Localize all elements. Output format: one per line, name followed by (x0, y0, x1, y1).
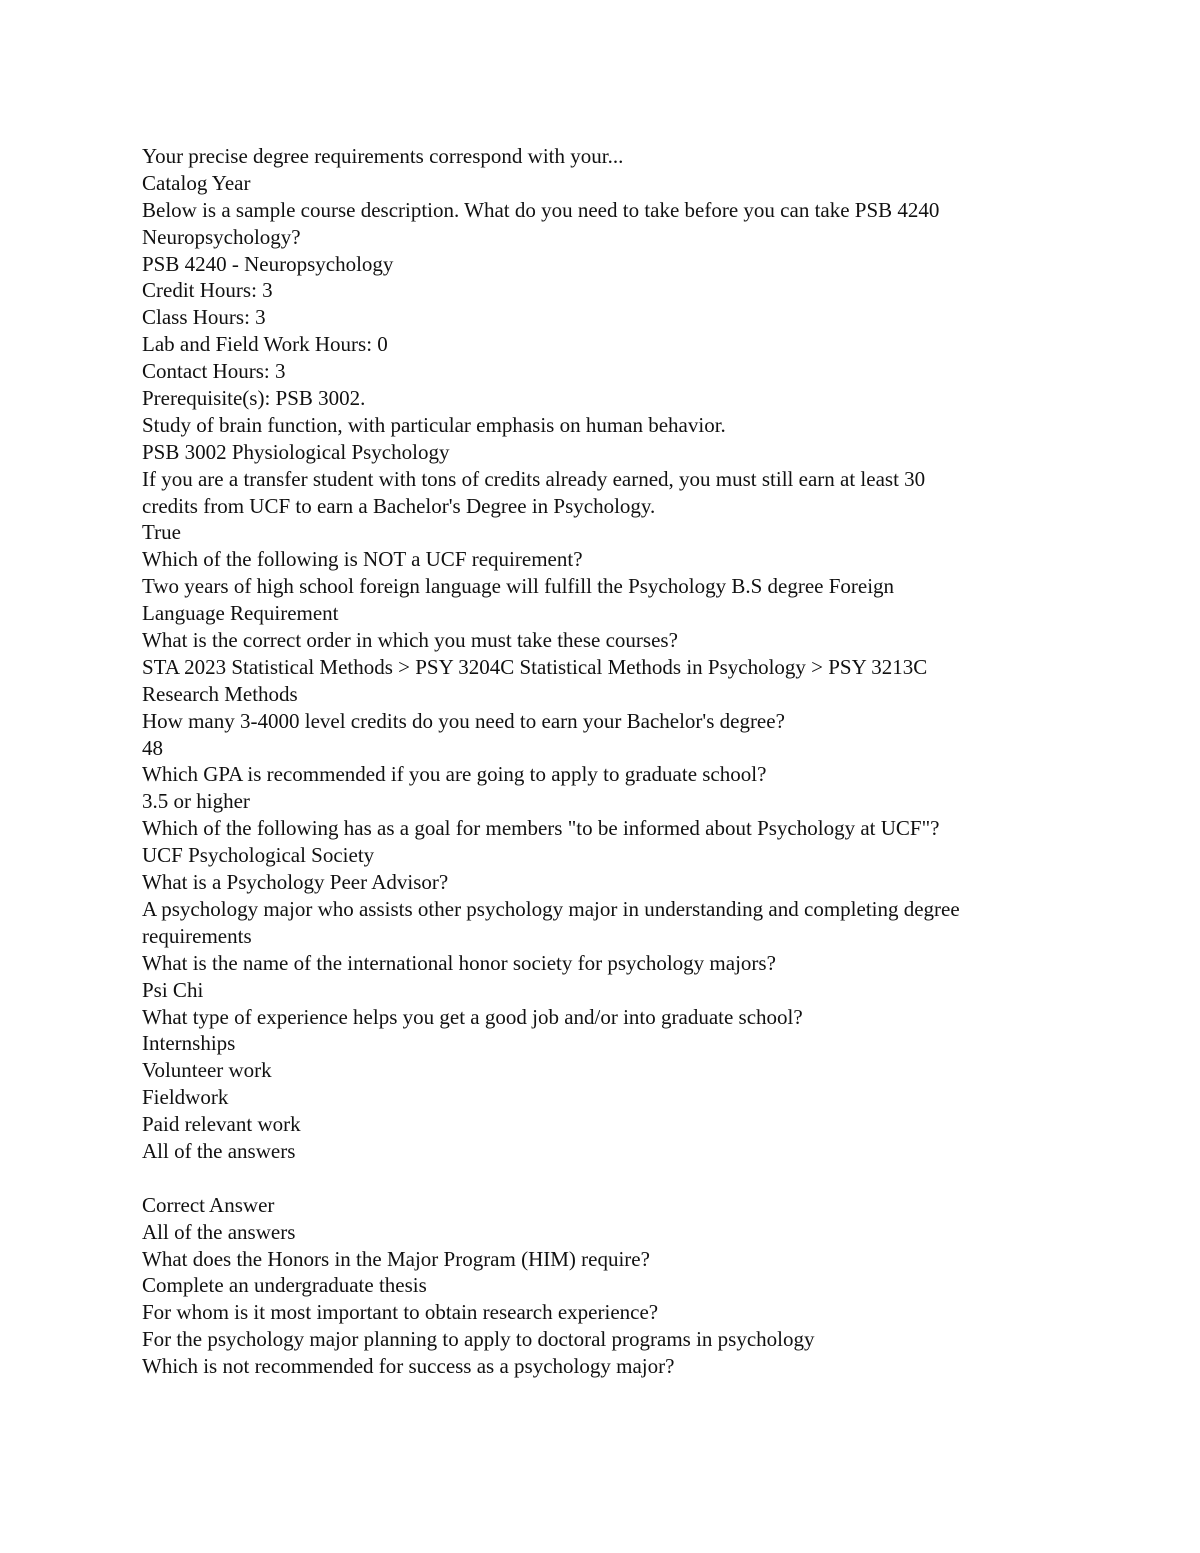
text-line: Study of brain function, with particular emphasis on human behavior. (142, 412, 726, 437)
document-body (142, 143, 1072, 1380)
text-line: credits from UCF to earn a Bachelor's Degree in Psychology. (142, 493, 656, 518)
text-line: All of the answers (142, 1138, 296, 1163)
text-line: For whom is it most important to obtain research experience? (142, 1300, 659, 1325)
text-line: What type of experience helps you get a good job and/or into graduate school? (142, 1004, 803, 1029)
text-line: Lab and Field Work Hours: 0 (142, 332, 388, 357)
text-line: PSB 3002 Physiological Psychology (142, 439, 450, 464)
text-line: Psi Chi (142, 977, 204, 1002)
text-line: Internships (142, 1031, 236, 1056)
text-line: Correct Answer (142, 1192, 275, 1217)
text-line: Prerequisite(s): PSB 3002. (142, 386, 366, 411)
text-line: For the psychology major planning to apply to doctoral programs in psychology (142, 1327, 815, 1352)
text-line: Credit Hours: 3 (142, 278, 273, 303)
text-line: Catalog Year (142, 170, 251, 195)
text-line: Which of the following has as a goal for members "to be informed about Psychology at UCF"? (142, 816, 940, 841)
text-line: 3.5 or higher (142, 789, 250, 814)
text-line: Volunteer work (142, 1058, 272, 1083)
text-line: A psychology major who assists other psychology major in understanding and completing degree (142, 896, 960, 921)
text-line: How many 3-4000 level credits do you need to earn your Bachelor's degree? (142, 708, 785, 733)
text-line: 48 (142, 735, 163, 760)
text-line: Which is not recommended for success as a psychology major? (142, 1354, 675, 1379)
text-line: Language Requirement (142, 601, 339, 626)
text-line: Paid relevant work (142, 1112, 301, 1137)
text-line: Class Hours: 3 (142, 305, 266, 330)
text-line: Which of the following is NOT a UCF requirement? (142, 547, 583, 572)
text-line: What is a Psychology Peer Advisor? (142, 870, 449, 895)
text-line: Your precise degree requirements correspond with your... (142, 144, 624, 168)
text-line: Neuropsychology? (142, 224, 301, 249)
text-line: All of the answers (142, 1219, 296, 1244)
text-line: What does the Honors in the Major Program (HIM) require? (142, 1246, 650, 1271)
text-line: PSB 4240 - Neuropsychology (142, 251, 394, 276)
text-line: Two years of high school foreign language will fulfill the Psychology B.S degree Foreign (142, 574, 895, 599)
text-line: STA 2023 Statistical Methods > PSY 3204C Statistical Methods in Psychology > PSY 3213C (142, 654, 928, 679)
text-line: Which GPA is recommended if you are going to apply to graduate school? (142, 762, 767, 787)
text-line: Research Methods (142, 681, 298, 706)
text-line: True (142, 520, 181, 545)
text-line: Complete an undergraduate thesis (142, 1273, 427, 1298)
text-line: Fieldwork (142, 1085, 229, 1110)
text-line: If you are a transfer student with tons of credits already earned, you must still earn at least 30 (142, 466, 926, 491)
blank-line (142, 1165, 1072, 1192)
text-line: Below is a sample course description. What do you need to take before you can take PSB 4240 (142, 197, 940, 222)
text-line: UCF Psychological Society (142, 843, 375, 868)
text-line: requirements (142, 923, 252, 948)
text-line: Contact Hours: 3 (142, 359, 286, 384)
text-line: What is the correct order in which you must take these courses? (142, 628, 678, 653)
text-line: What is the name of the international honor society for psychology majors? (142, 950, 776, 975)
